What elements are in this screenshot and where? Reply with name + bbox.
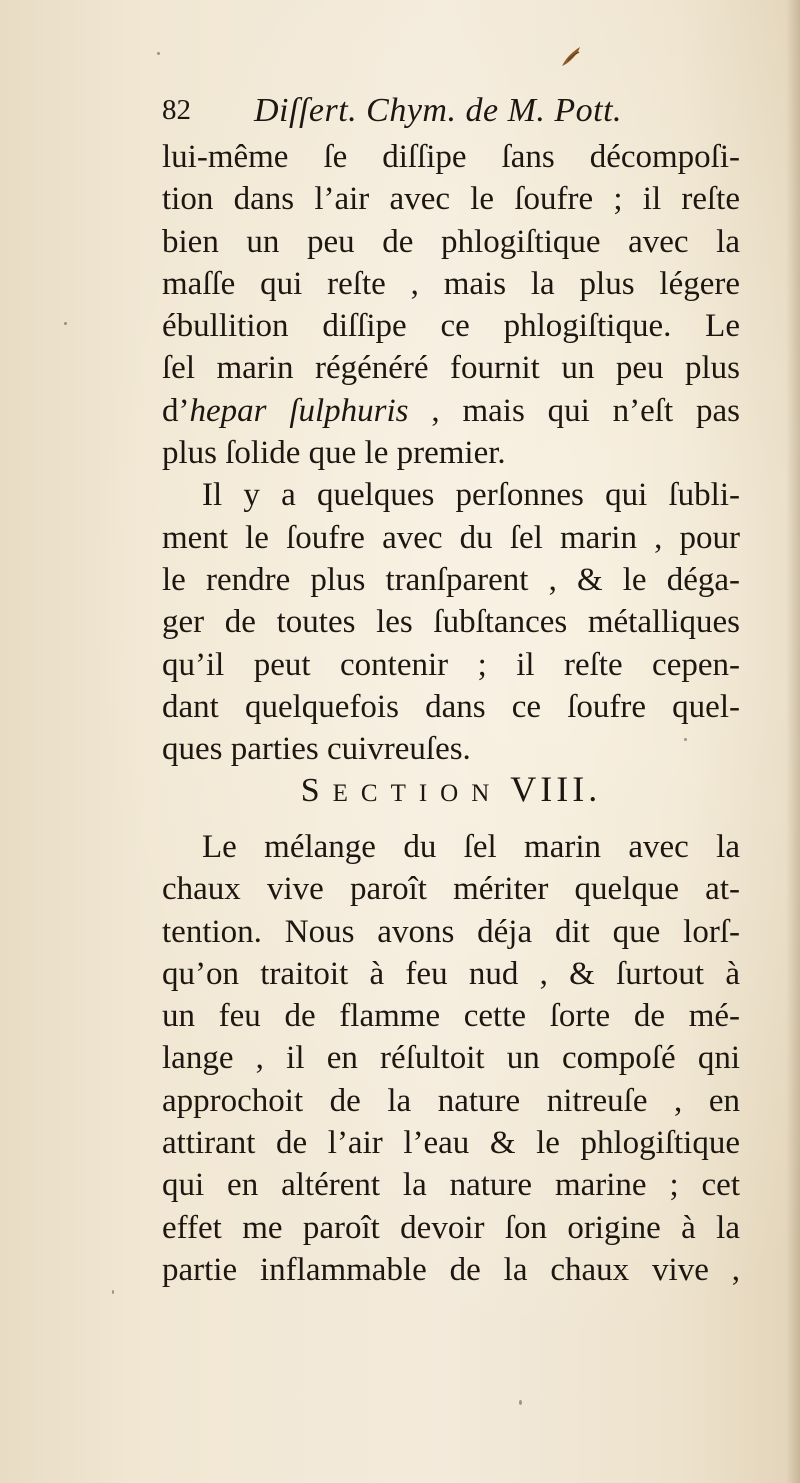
- text-line: tention. Nous avons déja dit que lorſ-: [162, 913, 740, 950]
- text-line: ger de toutes les ſubſtances métalliques: [162, 604, 740, 641]
- text-line: attirant de l’air l’eau & le phlogiſtique: [162, 1125, 740, 1162]
- text-line: lui-même ſe diſſipe ſans décompoſi-: [162, 139, 740, 175]
- text-line: ment le ſoufre avec du ſel marin , pour: [162, 519, 740, 556]
- running-title: Diſſert. Chym. de M. Pott.: [254, 92, 623, 129]
- text-line: chaux vive paroît mériter quelque at-: [162, 871, 740, 908]
- text-line: approchoit de la nature nitreuſe , en: [162, 1082, 740, 1119]
- text-line: le rendre plus tranſparent , & le déga-: [162, 561, 740, 598]
- text-line: qu’on traitoit à feu nud , & ſurtout à: [162, 955, 740, 992]
- section-heading-word: ECTION: [332, 780, 503, 807]
- text-line: effet me paroît devoir ſon origine à la: [162, 1209, 740, 1246]
- text-line: partie inflammable de la chaux vive ,: [162, 1251, 740, 1288]
- text-fragment: d’: [162, 392, 190, 429]
- text-line: qui en altérent la nature marine ; cet: [162, 1167, 740, 1204]
- section-heading-numeral: VIII.: [510, 769, 602, 809]
- paper-speck: [112, 1290, 114, 1294]
- text-line-with-italic: [162, 390, 740, 432]
- italic-term: hepar ſulphuris: [189, 392, 409, 429]
- text-line: ques parties cuivreuſes.: [162, 731, 471, 768]
- paper-speck: [519, 1400, 522, 1405]
- section-heading: [162, 768, 740, 816]
- text-line: dant quelquefois dans ce ſoufre quel-: [162, 688, 740, 725]
- paper-speck: [684, 738, 687, 741]
- text-line: plus ſolide que le premier.: [162, 435, 506, 472]
- page-edge-shadow: [786, 0, 800, 1483]
- page-header: [162, 92, 722, 136]
- body-text-top: [162, 136, 740, 770]
- body-text-bottom: [162, 826, 740, 1291]
- page-number: 82: [162, 94, 191, 126]
- printer-ornament-icon: [558, 44, 584, 70]
- text-line: ſel marin régénéré fournit un peu plus: [162, 350, 740, 387]
- text-line: un feu de flamme cette ſorte de mé-: [162, 998, 740, 1035]
- section-heading-initial: S: [300, 772, 333, 809]
- text-line: bien un peu de phlogiſtique avec la: [162, 223, 740, 260]
- text-line: ébullition diſſipe ce phlogiſtique. Le: [162, 308, 740, 345]
- paper-speck: [157, 52, 160, 55]
- paper-speck: [64, 322, 67, 325]
- text-line: qu’il peut contenir ; il reſte cepen-: [162, 646, 740, 683]
- text-fragment: , mais qui n’eſt pas: [408, 392, 740, 429]
- text-line: Le mélange du ſel marin avec la: [202, 829, 740, 865]
- text-line: tion dans l’air avec le ſoufre ; il reſte: [162, 181, 740, 218]
- text-line: Il y a quelques perſonnes qui ſubli-: [202, 477, 740, 514]
- text-line: maſſe qui reſte , mais la plus légere: [162, 265, 740, 302]
- text-line: lange , il en réſultoit un compoſé qni: [162, 1040, 740, 1077]
